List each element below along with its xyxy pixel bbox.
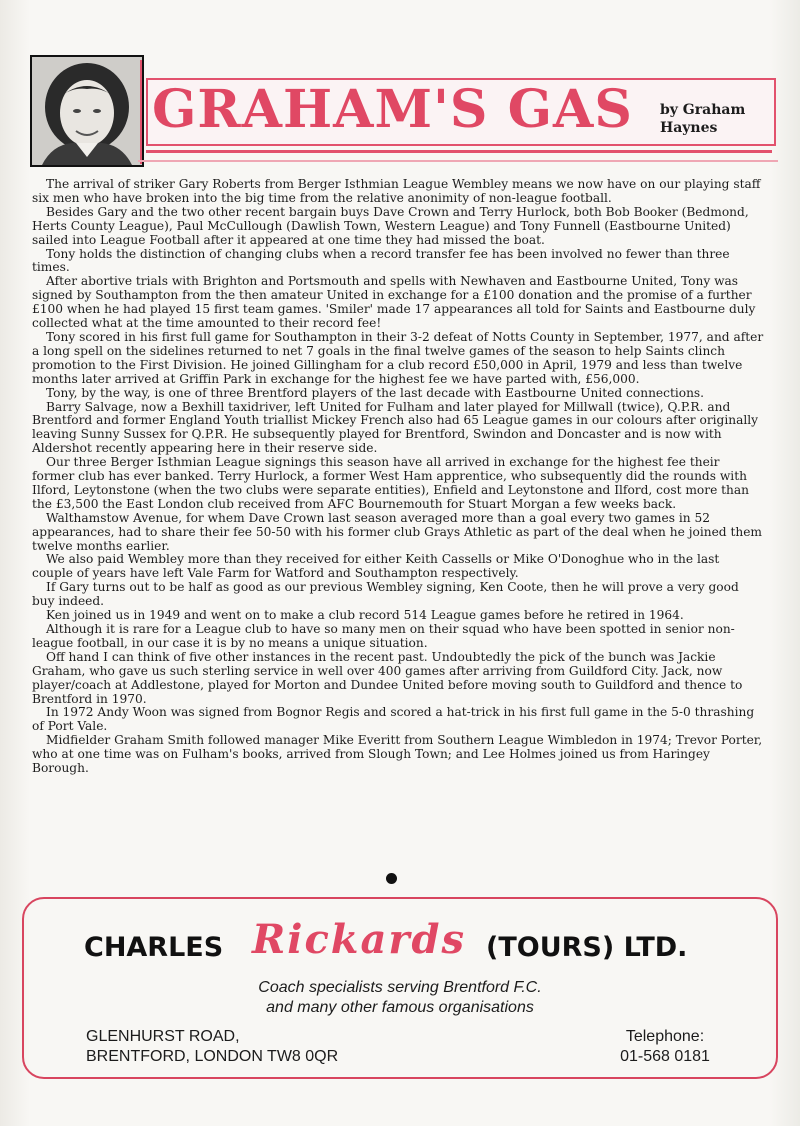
advert-company-name [84, 918, 724, 978]
advert-name-script: Rickards [252, 916, 466, 963]
advert-address-line-1: GLENHURST ROAD, [86, 1028, 240, 1045]
advert-tagline-line-1: Coach specialists serving Brentford F.C. [258, 979, 542, 996]
section-divider-dot [386, 873, 397, 884]
advert-name-part-1: CHARLES [84, 932, 224, 963]
advert-phone-label: Telephone: [625, 1028, 705, 1045]
advert-address-line-2: BRENTFORD, LONDON TW8 0QR [86, 1048, 339, 1065]
article-paragraph: Tony holds the distinction of changing clubs when a record transfer fee has been involved no fewer than three times. [32, 246, 730, 275]
article-paragraph: Barry Salvage, now a Bexhill taxidriver, left United for Fulham and later played for Millwall (twice), Q.P.R. and Brentford and former England Youth triallist Mickey French also had 65 League games in our colours after originally leaving Sunny Sussex for Q.P.R. He subsequently played for Brentford, Swindon and Doncaster and is now with Aldershot recently appearing here in their reserve side. [32, 399, 759, 456]
article-paragraph: If Gary turns out to be half as good as our previous Wembley signing, Ken Coote, then he will prove a very good buy indeed. [32, 580, 739, 609]
article-paragraph: Midfielder Graham Smith followed manager Mike Everitt from Southern League Wimbledon in 1974; Trevor Porter, who at one time was on Fulham's books, arrived from Slough Town; and Lee Holmes joined us from Haringey Borough. [32, 733, 763, 776]
article-paragraph: We also paid Wembley more than they received for either Keith Cassells or Mike O'Donoghue who in the last couple of years have left Vale Farm for Watford and Southampton respectively. [32, 552, 720, 581]
byline [660, 101, 770, 137]
article-paragraph: After abortive trials with Brighton and Portsmouth and spells with Newhaven and Eastbourne United, Tony was signed by Southampton from the then amateur United in exchange for a £100 donation and the promise of a further £100 when he had played 15 first team games. 'Smiler' made 17 appearances all told for Saints and Eastbourne duly collected what at the time amounted to their record fee! [32, 274, 756, 331]
byline-line-2: Haynes [660, 120, 718, 136]
article-paragraph: The arrival of striker Gary Roberts from Berger Isthmian League Wembley means we now have on our playing staff six men who have broken into the big time from the relative anonimity of non-league football. [32, 177, 761, 205]
byline-line-1: by Graham [660, 102, 746, 118]
header-accent-line [140, 60, 142, 164]
page-title: GRAHAM'S GAS [152, 79, 633, 140]
article-paragraph: Although it is rare for a League club to have so many men on their squad who have been spotted in senior non-league football, in our case it is by no means a unique situation. [32, 622, 735, 650]
article-paragraph: Walthamstow Avenue, for whem Dave Crown last season averaged more than a goal every two games in 52 appearances, had to share their fee 50-50 with his former club Grays Athletic as part of the deal when he joined them twelve months earlier. [32, 510, 762, 553]
article-paragraph: In 1972 Andy Woon was signed from Bognor Regis and scored a hat-trick in his first full game in the 5-0 thrashing of Port Vale. [32, 705, 755, 734]
advert-phone-number: 01-568 0181 [620, 1048, 710, 1065]
advert-tagline-line-2: and many other famous organisations [266, 999, 534, 1016]
article-paragraph: Besides Gary and the two other recent bargain buys Dave Crown and Terry Hurlock, both Bob Booker (Bedmond, Herts County League), Paul McCullough (Dawlish Town, Western League) and Tony Funnell (Eastbourne United) sailed into League Football after it appeared at one time they had missed the boat. [32, 204, 749, 247]
article-body [32, 178, 764, 776]
header-rule [146, 150, 772, 153]
advert-telephone [600, 1027, 730, 1067]
article-paragraph: Off hand I can think of five other instances in the recent past. Undoubtedly the pick of the bunch was Jackie Graham, who gave us such sterling service in well over 400 games after arriving from Guildford City. Jack, now player/coach at Addlestone, played for Morton and Dundee United before moving south to Guildford and thence to Brentford in 1970. [32, 649, 743, 706]
advert-name-part-2: (TOURS) LTD. [486, 932, 688, 963]
article-paragraph: Tony, by the way, is one of three Brentford players of the last decade with Eastbourne United connections. [46, 385, 705, 400]
article-paragraph: Our three Berger Isthmian League signings this season have all arrived in exchange for the highest fee their former club has ever banked. Terry Hurlock, a former West Ham apprentice, who subsequently did the rounds with Ilford, Leytonstone (when the two clubs were separate entities), Enfield and Leytonstone and Ilford, cost more than the £3,500 the East London club received from AFC Bournemouth for Stuart Morgan a few weeks back. [32, 455, 750, 511]
article-paragraph: Tony scored in his first full game for Southampton in their 3-2 defeat of Notts County in September, 1977, and after a long spell on the sidelines returned to net 7 goals in the final twelve games of the season to help Saints clinch promotion to the First Division. He joined Gillingham for a club record £50,000 in April, 1979 and less than twelve months later arrived at Griffin Park in exchange for the highest fee we have parted with, £56,000. [32, 329, 764, 386]
article-paragraph: Ken joined us in 1949 and went on to make a club record 514 League games before he retired in 1964. [46, 608, 684, 623]
author-portrait-image [32, 57, 142, 165]
advert-address [86, 1027, 406, 1067]
advert-tagline [180, 978, 620, 1018]
author-photo [30, 55, 144, 167]
header-rule-thin [138, 160, 778, 162]
